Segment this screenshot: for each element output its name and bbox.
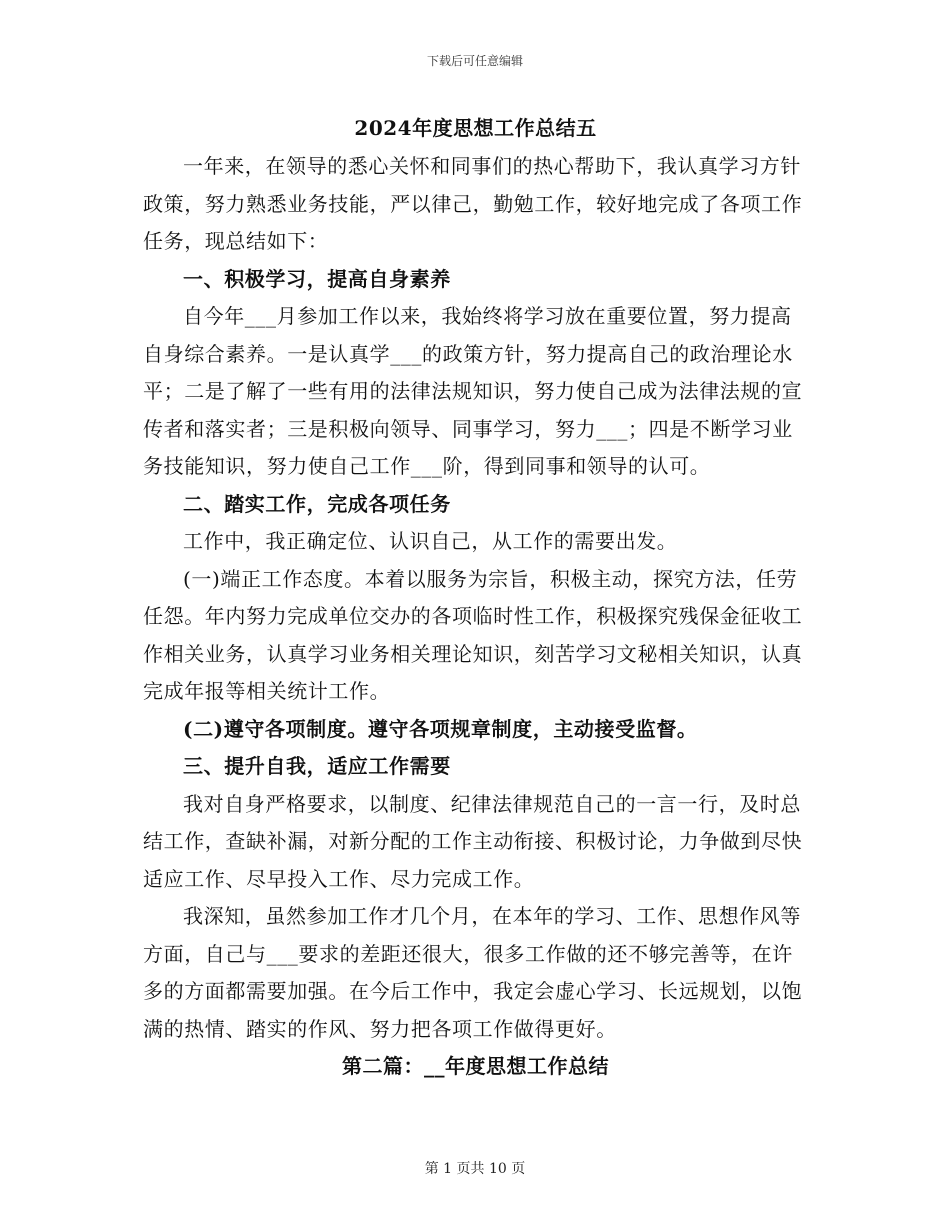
section-2-intro: 工作中，我正确定位、认识自己，从工作的需要出发。 bbox=[183, 529, 678, 553]
section-3-body-2: 我深知，虽然参加工作才几个月，在本年的学习、工作、思想作风等方面，自己与___要求的差距还很大，很多工作做的还不够完善等，在许多的方面都需要加强。在今后工作中，我定会虚心学习、长远规划，以饱满的热情、踏实的作风、努力把各项工作做得更好。 bbox=[143, 904, 803, 1041]
document-title: 2024年度思想工作总结五 bbox=[354, 116, 597, 140]
next-part-heading: 第二篇：__年度思想工作总结 bbox=[342, 1054, 609, 1078]
intro-paragraph: 一年来，在领导的悉心关怀和同事们的热心帮助下，我认真学习方针政策，努力熟悉业务技能，严以律己，勤勉工作，较好地完成了各项工作任务，现总结如下： bbox=[143, 154, 803, 253]
document-body bbox=[143, 110, 808, 1086]
section-2-item-2: (二)遵守各项制度。遵守各项规章制度，主动接受监督。 bbox=[183, 716, 698, 741]
page-header: 下载后可任意编辑 bbox=[426, 54, 523, 68]
page-footer: 第 1 页共 10 页 bbox=[424, 1161, 526, 1177]
section-2-item-1: (一)端正工作态度。本着以服务为宗旨，积极主动，探究方法，任劳任怨。年内努力完成单位交办的各项临时性工作，积极探究残保金征收工作相关业务，认真学习业务相关理论知识，刻苦学习文秘相关知识，认真完成年报等相关统计工作。 bbox=[143, 566, 803, 703]
section-3-heading: 三、提升自我，适应工作需要 bbox=[183, 754, 451, 778]
section-1-heading: 一、积极学习，提高自身素养 bbox=[183, 266, 451, 291]
section-2-heading: 二、踏实工作，完成各项任务 bbox=[183, 491, 451, 516]
section-1-body: 自今年___月参加工作以来，我始终将学习放在重要位置，努力提高自身综合素养。一是认真学___的政策方针，努力提高自己的政治理论水平；二是了解了一些有用的法律法规知识，努力使自己成为法律法规的宣传者和落实者；三是积极向领导、同事学习，努力___；四是不断学习业务技能知识，努力使自己工作___阶，得到同事和领导的认可。 bbox=[143, 304, 803, 478]
section-3-body-1: 我对自身严格要求，以制度、纪律法律规范自己的一言一行，及时总结工作，查缺补漏，对新分配的工作主动衔接、积极讨论，力争做到尽快适应工作、尽早投入工作、尽力完成工作。 bbox=[143, 791, 803, 891]
